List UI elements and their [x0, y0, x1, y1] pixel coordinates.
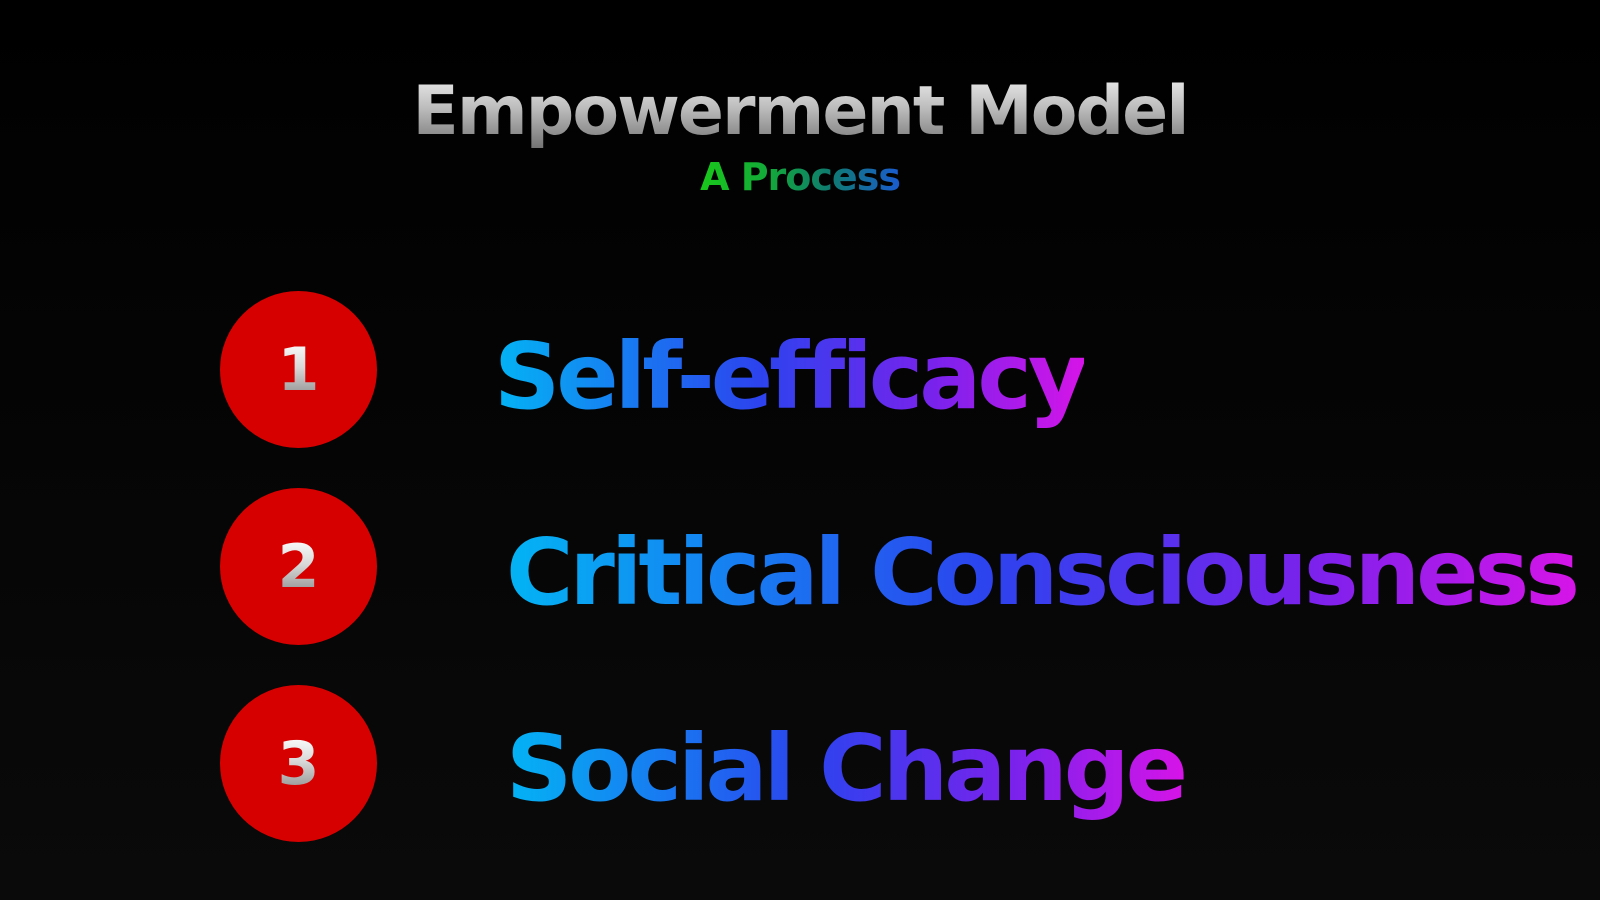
step-3-number: 3 — [277, 728, 320, 799]
step-1-badge — [220, 291, 377, 448]
step-2-label-text: Critical Consciousness — [506, 519, 1577, 626]
step-1-label-text: Self-efficacy — [494, 323, 1084, 430]
slide-subtitle-text: A Process — [700, 155, 900, 199]
step-1-number: 1 — [277, 334, 320, 405]
slide-title-text: Empowerment Model — [412, 72, 1188, 151]
step-3-label-text: Social Change — [506, 715, 1185, 822]
slide-subtitle — [0, 154, 1600, 200]
step-1-label — [494, 322, 1084, 432]
step-2-badge — [220, 488, 377, 645]
step-2-number: 2 — [277, 531, 320, 602]
slide-title — [0, 72, 1600, 152]
step-3-label — [506, 714, 1184, 824]
step-2-label — [506, 518, 1576, 628]
step-3-badge — [220, 685, 377, 842]
